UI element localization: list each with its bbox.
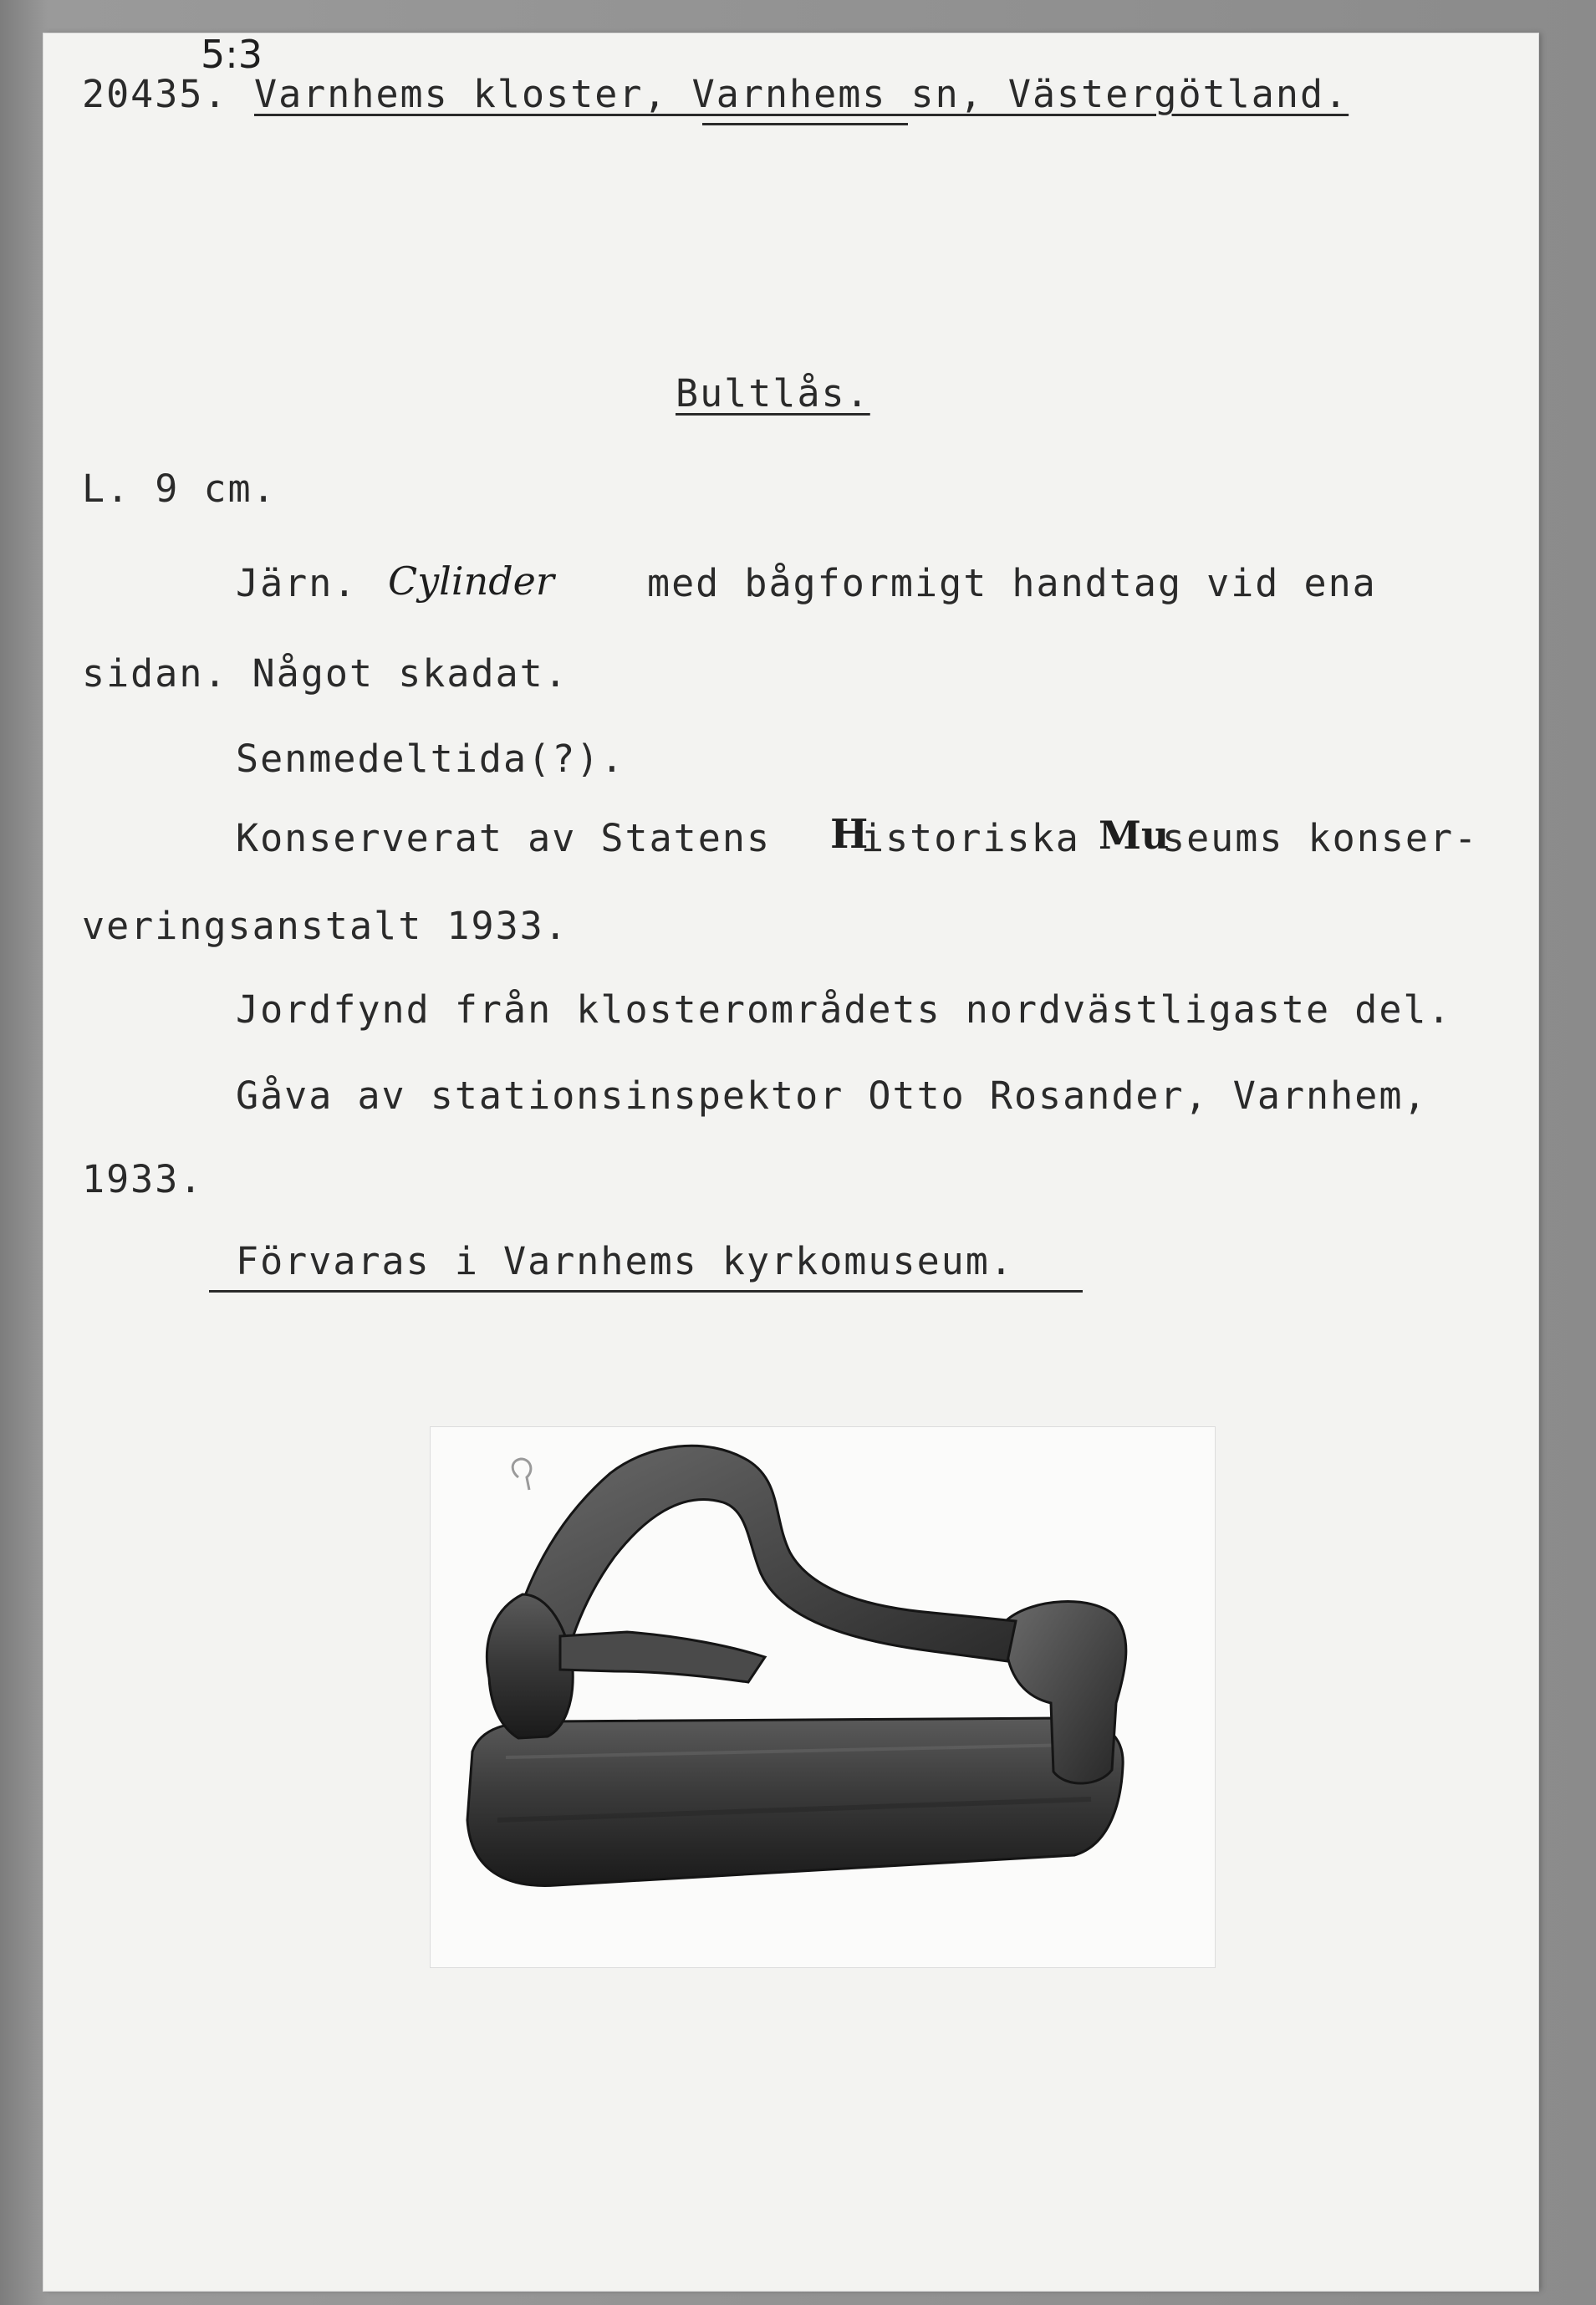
donor-line1: Gåva av stationsinspektor Otto Rosander, Varnhem, <box>236 1073 1428 1118</box>
description-line1-end: med bågformigt handtag vid ena <box>647 561 1377 605</box>
description-line1-start: Järn. <box>236 561 358 605</box>
object-title: Bultlås. <box>676 371 870 416</box>
handwritten-mu: Mu <box>1099 813 1170 858</box>
description-line2: sidan. Något skadat. <box>82 651 569 696</box>
donor-line2: 1933. <box>82 1157 204 1201</box>
handwritten-h: H <box>830 811 869 858</box>
handwritten-cylinder: Cylinder <box>388 558 554 604</box>
location-secondary-rule <box>702 123 908 125</box>
dating: Senmedeltida(?). <box>236 737 625 781</box>
lock-spring-bolt <box>560 1632 765 1682</box>
handwritten-reference: 5:3 <box>201 32 263 77</box>
storage-underline <box>209 1290 1083 1293</box>
wire-tag <box>512 1459 531 1490</box>
object-photograph <box>431 1427 1215 1967</box>
padlock-illustration <box>431 1427 1215 1967</box>
catalog-number: 20435. <box>82 72 228 116</box>
find-circumstances: Jordfynd från klosterområdets nordvästligaste del. <box>236 987 1452 1032</box>
location-heading: Varnhems kloster, Varnhems sn, Västergötland. <box>254 72 1349 116</box>
storage-location: Förvaras i Varnhems kyrkomuseum. <box>236 1239 1014 1283</box>
conservation-line2: veringsanstalt 1933. <box>82 904 569 948</box>
measurement: L. 9 cm. <box>82 467 277 511</box>
conservation-line1-mid: istoriska <box>861 816 1080 860</box>
conservation-line1-end: seums konser- <box>1162 816 1479 860</box>
conservation-line1-start: Konserverat av Statens <box>236 816 772 860</box>
